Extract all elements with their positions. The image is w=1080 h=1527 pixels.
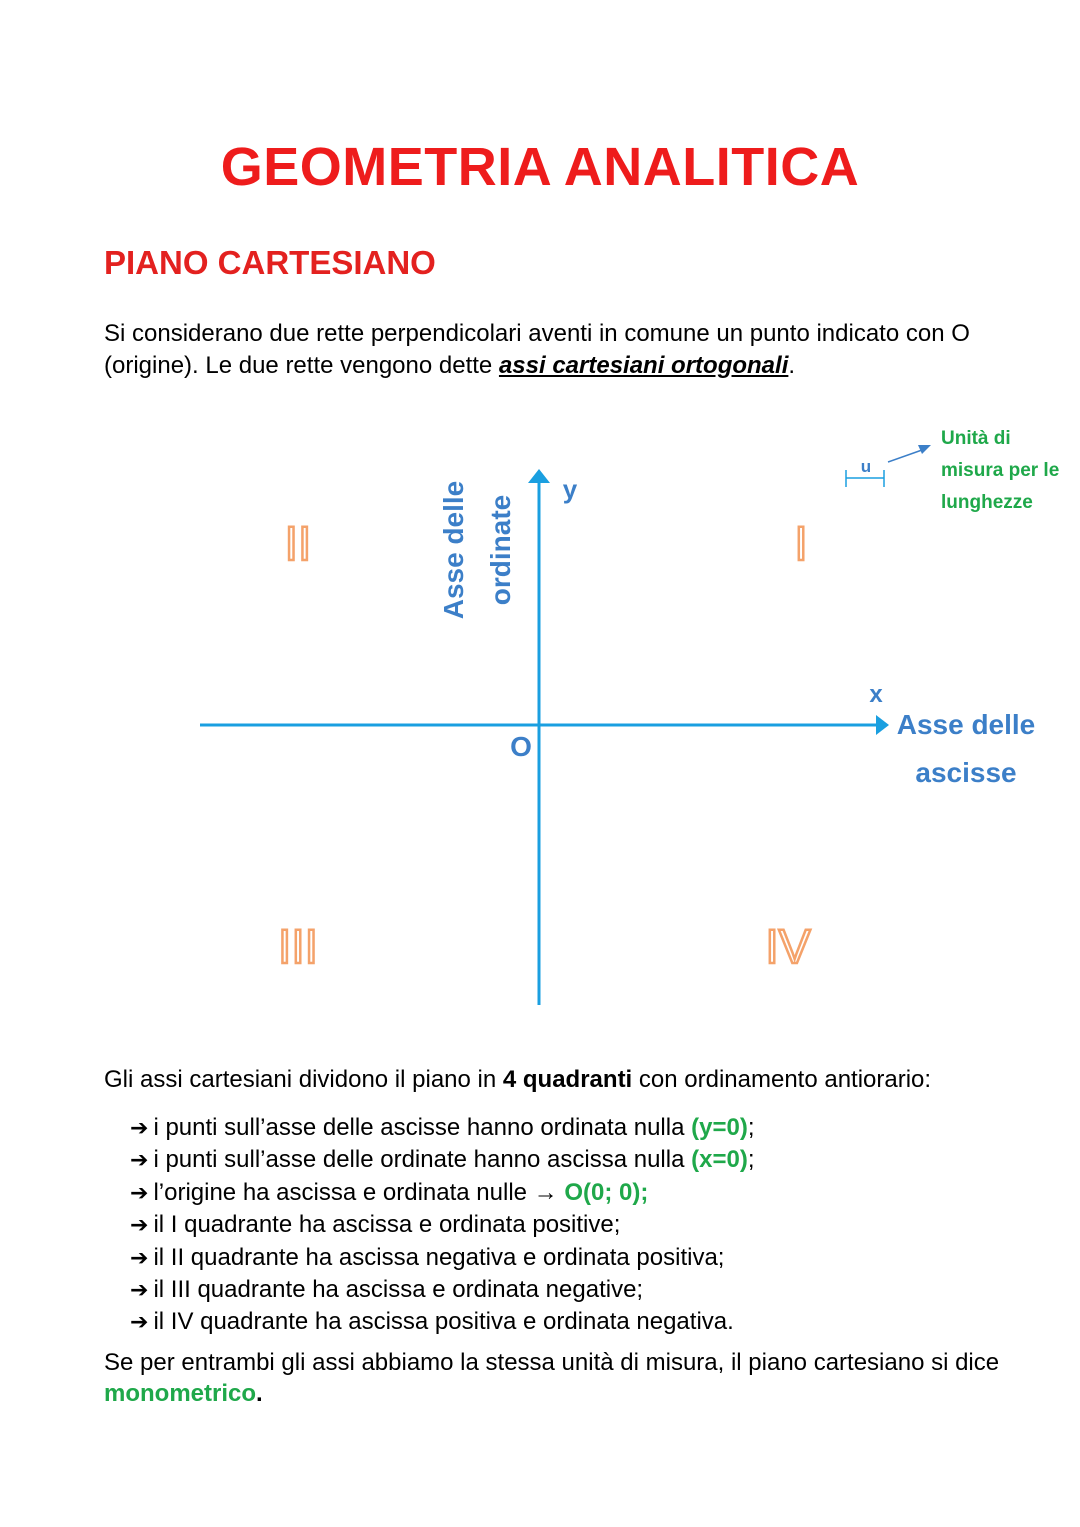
arrow-icon: ➔	[130, 1245, 149, 1271]
abscissa-axis-label-line2: ascisse	[915, 757, 1017, 788]
quadrant-i-label: I	[794, 518, 808, 571]
quadrants-count: 4 quadranti	[502, 1066, 633, 1093]
list-item-text: il II quadrante ha ascissa negativa e ordinata positiva;	[153, 1243, 725, 1271]
list-item-highlight: (y=0)	[691, 1114, 748, 1141]
list-item-text: il I quadrante ha ascissa e ordinata positive;	[153, 1211, 621, 1239]
unit-pointer-arrow-icon	[918, 445, 931, 454]
origin-label: O	[510, 731, 532, 762]
list-item-highlight: O(0; 0)	[564, 1178, 641, 1206]
x-axis-arrow-icon	[876, 715, 889, 735]
list-item	[130, 1177, 754, 1209]
closing-paragraph	[104, 1347, 1004, 1409]
properties-list	[130, 1112, 754, 1339]
list-item-highlight: (x=0)	[691, 1146, 748, 1174]
list-item-text: il IV quadrante ha ascissa positiva e ordinata negativa.	[153, 1308, 734, 1336]
closing-text: Se per entrambi gli assi abbiamo la stessa unità di misura, il piano cartesiano si dice	[104, 1349, 1000, 1376]
intro-end: .	[788, 352, 796, 379]
list-item-text: i punti sull’asse delle ordinate hanno ascissa nulla	[153, 1146, 692, 1174]
section-title: PIANO CARTESIANO	[104, 244, 436, 281]
intro-paragraph	[104, 318, 1004, 382]
quadrants-intro-text: Gli assi cartesiani dividono il piano in	[104, 1066, 503, 1093]
unit-note-line2: misura per le	[941, 460, 1060, 481]
intro-emphasis: assi cartesiani ortogonali	[498, 352, 789, 379]
unit-symbol: u	[860, 457, 872, 476]
ordinate-axis-label-line1: Asse delle	[438, 480, 469, 620]
list-item	[130, 1144, 754, 1176]
quadrant-iii-label: III	[277, 921, 319, 974]
arrow-icon: ➔	[130, 1116, 149, 1141]
unit-note-line1: Unità di	[941, 428, 1011, 449]
arrow-icon: ➔	[130, 1180, 149, 1206]
arrow-icon: ➔	[130, 1310, 149, 1336]
list-item-tail: ;	[747, 1146, 755, 1174]
quadrant-ii-label: II	[284, 518, 312, 571]
list-item-text: il III quadrante ha ascissa e ordinata negative;	[153, 1276, 644, 1304]
y-axis-arrow-icon	[528, 469, 550, 483]
x-axis-letter: x	[869, 681, 883, 708]
quadrants-intro-end: con ordinamento antiorario:	[632, 1066, 932, 1093]
ordinate-axis-label-line2: ordinate	[485, 494, 516, 606]
list-item	[130, 1242, 754, 1274]
unit-pointer-line	[888, 450, 922, 462]
list-item-tail: ;	[640, 1178, 649, 1206]
arrow-icon: ➔	[130, 1213, 149, 1239]
y-axis-letter: y	[562, 474, 578, 504]
intro-text: Si considerano due rette perpendicolari aventi in comune un punto indicato con O (origine). Le due rette vengono dette	[104, 320, 970, 379]
page-title: GEOMETRIA ANALITICA	[220, 137, 860, 197]
list-item-text: l’origine ha ascissa e ordinata nulle →	[153, 1178, 565, 1206]
list-item	[130, 1306, 754, 1338]
quadrants-intro	[104, 1066, 931, 1094]
cartesian-diagram	[0, 410, 1080, 1010]
abscissa-axis-label-line1: Asse delle	[896, 709, 1036, 740]
closing-highlight: monometrico	[104, 1380, 257, 1407]
list-item	[130, 1274, 754, 1306]
list-item	[130, 1112, 754, 1144]
quadrant-iv-label: IV	[765, 921, 811, 974]
list-item	[130, 1209, 754, 1241]
list-item-tail: ;	[747, 1114, 755, 1141]
list-item-text: i punti sull’asse delle ascisse hanno ordinata nulla	[153, 1114, 692, 1141]
arrow-icon: ➔	[130, 1278, 149, 1304]
closing-end: .	[256, 1380, 263, 1407]
arrow-icon: ➔	[130, 1148, 149, 1174]
unit-note-line3: lunghezze	[941, 492, 1033, 513]
